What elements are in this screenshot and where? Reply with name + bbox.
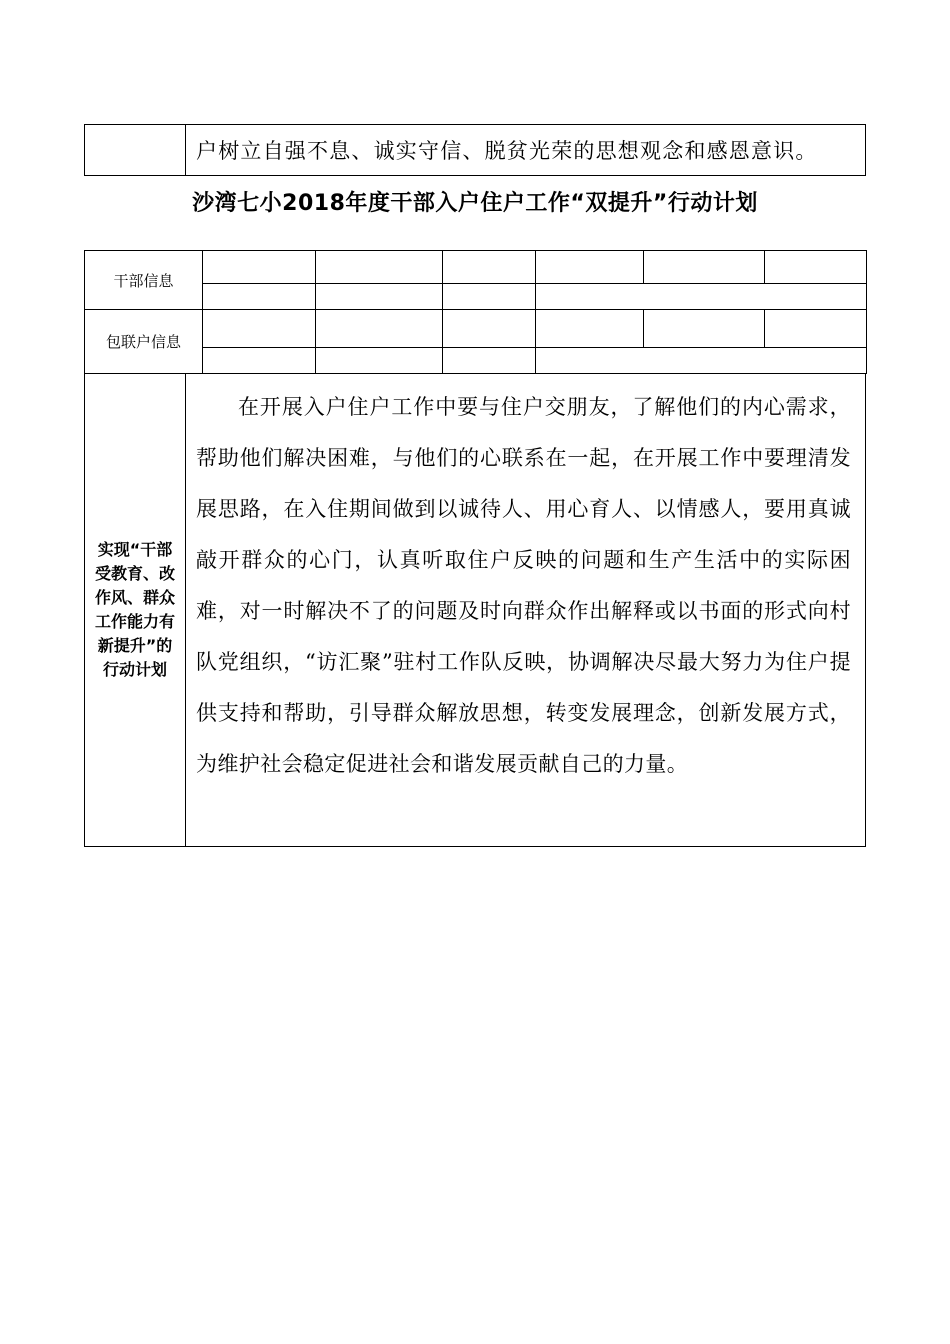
household-info-row-2 xyxy=(85,348,867,374)
household-cell-wide xyxy=(536,348,867,374)
cadre-info-row xyxy=(85,251,867,284)
continuation-text: 户树立自强不息、诚实守信、脱贫光荣的思想观念和感恩意识。 xyxy=(196,139,818,163)
household-cell xyxy=(536,310,644,348)
cadre-cell xyxy=(443,284,536,310)
continuation-table xyxy=(84,124,866,176)
cadre-cell-wide xyxy=(536,284,867,310)
action-plan-table xyxy=(84,373,866,847)
cadre-info-row-2 xyxy=(85,284,867,310)
cadre-cell xyxy=(443,251,536,284)
cadre-cell xyxy=(644,251,765,284)
household-cell xyxy=(203,348,316,374)
action-plan-text: 在开展入户住户工作中要与住户交朋友，了解他们的内心需求，帮助他们解决困难，与他们的心联系在一起，在开展工作中要理清发展思路，在入住期间做到以诚待人、用心育人、以情感人，要用真诚敲开群众的心门，认真听取住户反映的问题和生产生活中的实际困难，对一时解决不了的问题及时向群众作出解释或以书面的形式向村队党组织，“访汇聚”驻村工作队反映，协调解决尽最大努力为住户提供支持和帮助，引导群众解放思想，转变发展理念，创新发展方式，为维护社会稳定促进社会和谐发展贡献自己的力量。 xyxy=(196,395,851,776)
household-cell xyxy=(316,348,443,374)
info-table xyxy=(84,250,867,374)
household-info-label: 包联户信息 xyxy=(85,310,203,374)
cadre-cell xyxy=(765,251,867,284)
household-cell xyxy=(316,310,443,348)
cadre-cell xyxy=(203,284,316,310)
cadre-info-label: 干部信息 xyxy=(85,251,203,310)
cadre-cell xyxy=(316,251,443,284)
cadre-cell xyxy=(536,251,644,284)
household-cell xyxy=(443,310,536,348)
cadre-cell xyxy=(316,284,443,310)
document-title: 沙湾七小2018年度干部入户住户工作“双提升”行动计划 xyxy=(192,191,758,216)
household-cell xyxy=(203,310,316,348)
action-plan-label: 实现“干部受教育、改作风、群众工作能力有新提升”的行动计划 xyxy=(85,374,186,846)
household-cell xyxy=(443,348,536,374)
continuation-label-cell xyxy=(85,125,186,175)
cadre-cell xyxy=(203,251,316,284)
household-cell xyxy=(644,310,765,348)
household-info-row xyxy=(85,310,867,348)
household-cell xyxy=(765,310,867,348)
